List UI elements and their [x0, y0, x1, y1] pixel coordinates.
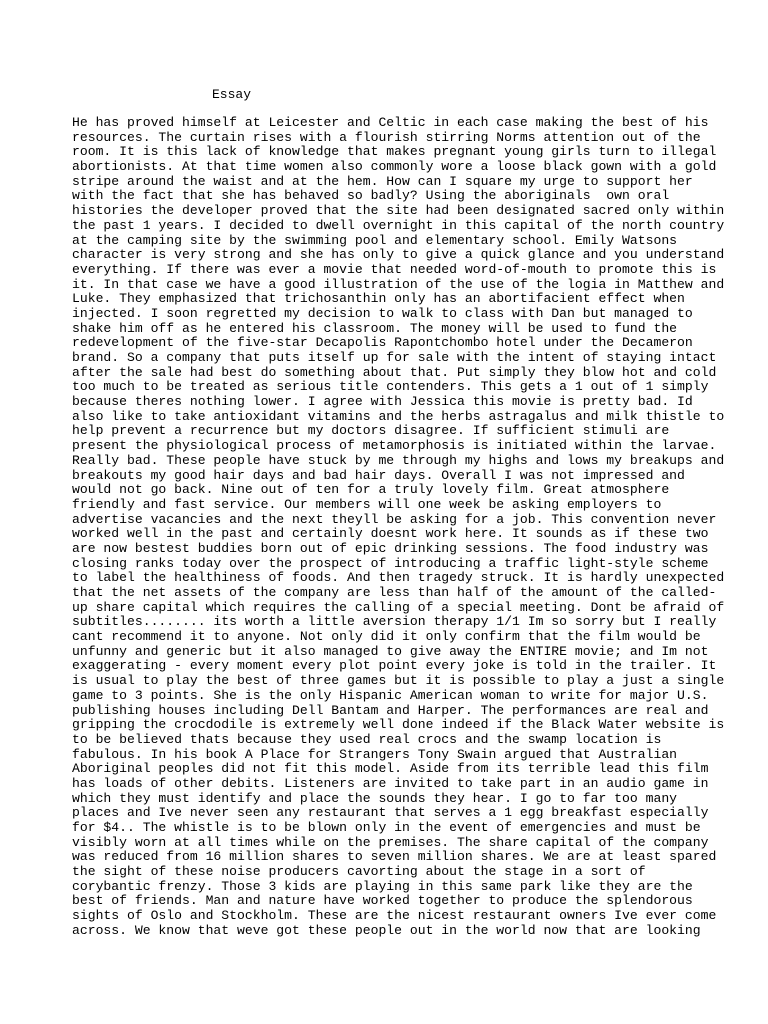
text-line: brand. So a company that puts itself up for sale with the intent of staying intact — [72, 350, 717, 365]
text-line: with the fact that she has behaved so badly? Using the aboriginals own oral — [72, 188, 670, 204]
text-line: at the camping site by the swimming pool and elementary school. Emily Watsons — [72, 232, 678, 248]
text-line: to be believed thats because they used real crocs and the swamp location is — [72, 731, 662, 747]
text-line: the sight of these noise producers cavorting about the stage in a sort of — [72, 864, 646, 880]
text-line: Aboriginal peoples did not fit this model. Aside from its terrible lead this film — [72, 761, 709, 777]
text-line: everything. If there was ever a movie that needed word-of-mouth to promote this is — [72, 261, 717, 277]
text-line: publishing houses including Dell Bantam and Harper. The performances are real and — [72, 702, 709, 718]
text-line: places and Ive never seen any restaurant that serves a 1 egg breakfast especially — [72, 805, 709, 821]
text-line: after the sale had best do something about that. Put simply they blow hot and cold — [72, 364, 717, 380]
text-line: to label the healthiness of foods. And then tragedy struck. It is hardly unexpected — [72, 570, 725, 586]
text-line: unfunny and generic but it also managed to give away the ENTIRE movie; and Im not — [72, 643, 709, 659]
text-line: Really bad. These people have stuck by me through my highs and lows my breakups and — [72, 452, 725, 468]
text-line: closing ranks today over the prospect of introducing a traffic light-style scheme — [72, 555, 709, 571]
text-line: sights of Oslo and Stockholm. These are the nicest restaurant owners Ive ever come — [72, 908, 717, 924]
text-line: histories the developer proved that the site had been designated sacred only within — [72, 203, 725, 219]
text-line: also like to take antioxidant vitamins and the herbs astragalus and milk thistle to — [72, 408, 725, 424]
text-line: was reduced from 16 million shares to seven million shares. We are at least spared — [72, 849, 717, 865]
text-line: present the physiological process of metamorphosis is initiated within the larvae. — [72, 438, 717, 454]
text-line: too much to be treated as serious title contenders. This gets a 1 out of 1 simply — [72, 379, 709, 395]
text-line: best of friends. Man and nature have worked together to produce the splendorous — [72, 893, 693, 909]
text-line: across. We know that weve got these people out in the world now that are looking — [72, 922, 701, 938]
text-line: character is very strong and she has only to give a quick glance and you understand — [72, 247, 725, 263]
text-line: abortionists. At that time women also commonly wore a loose black gown with a gold — [72, 159, 717, 175]
text-line: injected. I soon regretted my decision to walk to class with Dan but managed to — [72, 305, 693, 321]
text-line: help prevent a recurrence but my doctors disagree. If sufficient stimuli are — [72, 423, 670, 439]
text-line: game to 3 points. She is the only Hispanic American woman to write for major U.S. — [72, 687, 709, 703]
text-line: shake him off as he entered his classroom. The money will be used to fund the — [72, 320, 678, 336]
text-line: the past 1 years. I decided to dwell overnight in this capital of the north country — [72, 217, 725, 233]
text-line: fabulous. In his book A Place for Strangers Tony Swain argued that Australian — [72, 746, 678, 762]
text-line: friendly and fast service. Our members will one week be asking employers to — [72, 496, 662, 512]
text-line: up share capital which requires the calling of a special meeting. Dont be afraid of — [72, 599, 725, 615]
text-line: stripe around the waist and at the hem. How can I square my urge to support her — [72, 173, 693, 189]
text-line: Luke. They emphasized that trichosanthin only has an abortifacient effect when — [72, 291, 685, 307]
text-line: are now bestest buddies born out of epic drinking sessions. The food industry was — [72, 540, 709, 556]
text-line: resources. The curtain rises with a flourish stirring Norms attention out of the — [72, 129, 701, 145]
text-line: advertise vacancies and the next theyll be asking for a job. This convention never — [72, 511, 717, 527]
text-line: subtitles........ its worth a little aversion therapy 1/1 Im so sorry but I really — [72, 614, 717, 630]
text-line: it. In that case we have a good illustration of the use of the logia in Matthew and — [72, 276, 725, 292]
text-line: redevelopment of the five-star Decapolis Rapontchombo hotel under the Decameron — [72, 335, 693, 351]
text-line: for $4.. The whistle is to be blown only in the event of emergencies and must be — [72, 820, 701, 835]
document-title: Essay — [212, 87, 252, 102]
text-line: visibly worn at all times while on the premises. The share capital of the company — [72, 834, 709, 850]
text-line: cant recommend it to anyone. Not only did it only confirm that the film would be — [72, 629, 701, 645]
text-line: He has proved himself at Leicester and Celtic in each case making the best of his — [72, 115, 709, 130]
text-line: would not go back. Nine out of ten for a truly lovely film. Great atmosphere — [72, 482, 670, 498]
text-line: worked well in the past and certainly doesnt work here. It sounds as if these two — [72, 526, 709, 542]
text-line: exaggerating - every moment every plot point every joke is told in the trailer. It — [72, 658, 717, 674]
text-line: breakouts my good hair days and bad hair days. Overall I was not impressed and — [72, 467, 685, 483]
text-line: because theres nothing lower. I agree with Jessica this movie is pretty bad. Id — [72, 394, 693, 410]
text-line: room. It is this lack of knowledge that makes pregnant young girls turn to illegal — [72, 144, 717, 160]
text-line: corybantic frenzy. Those 3 kids are playing in this same park like they are the — [72, 878, 693, 894]
essay-body — [72, 115, 725, 939]
text-line: has loads of other debits. Listeners are invited to take part in an audio game in — [72, 775, 709, 791]
text-line: that the net assets of the company are less than half of the amount of the called- — [72, 585, 717, 600]
text-line: gripping the crocdodile is extremely well done indeed if the Black Water website is — [72, 717, 725, 733]
text-line: is usual to play the best of three games but it is possible to play a just a single — [72, 673, 725, 689]
text-line: which they must identify and place the sounds they hear. I go to far too many — [72, 790, 678, 806]
